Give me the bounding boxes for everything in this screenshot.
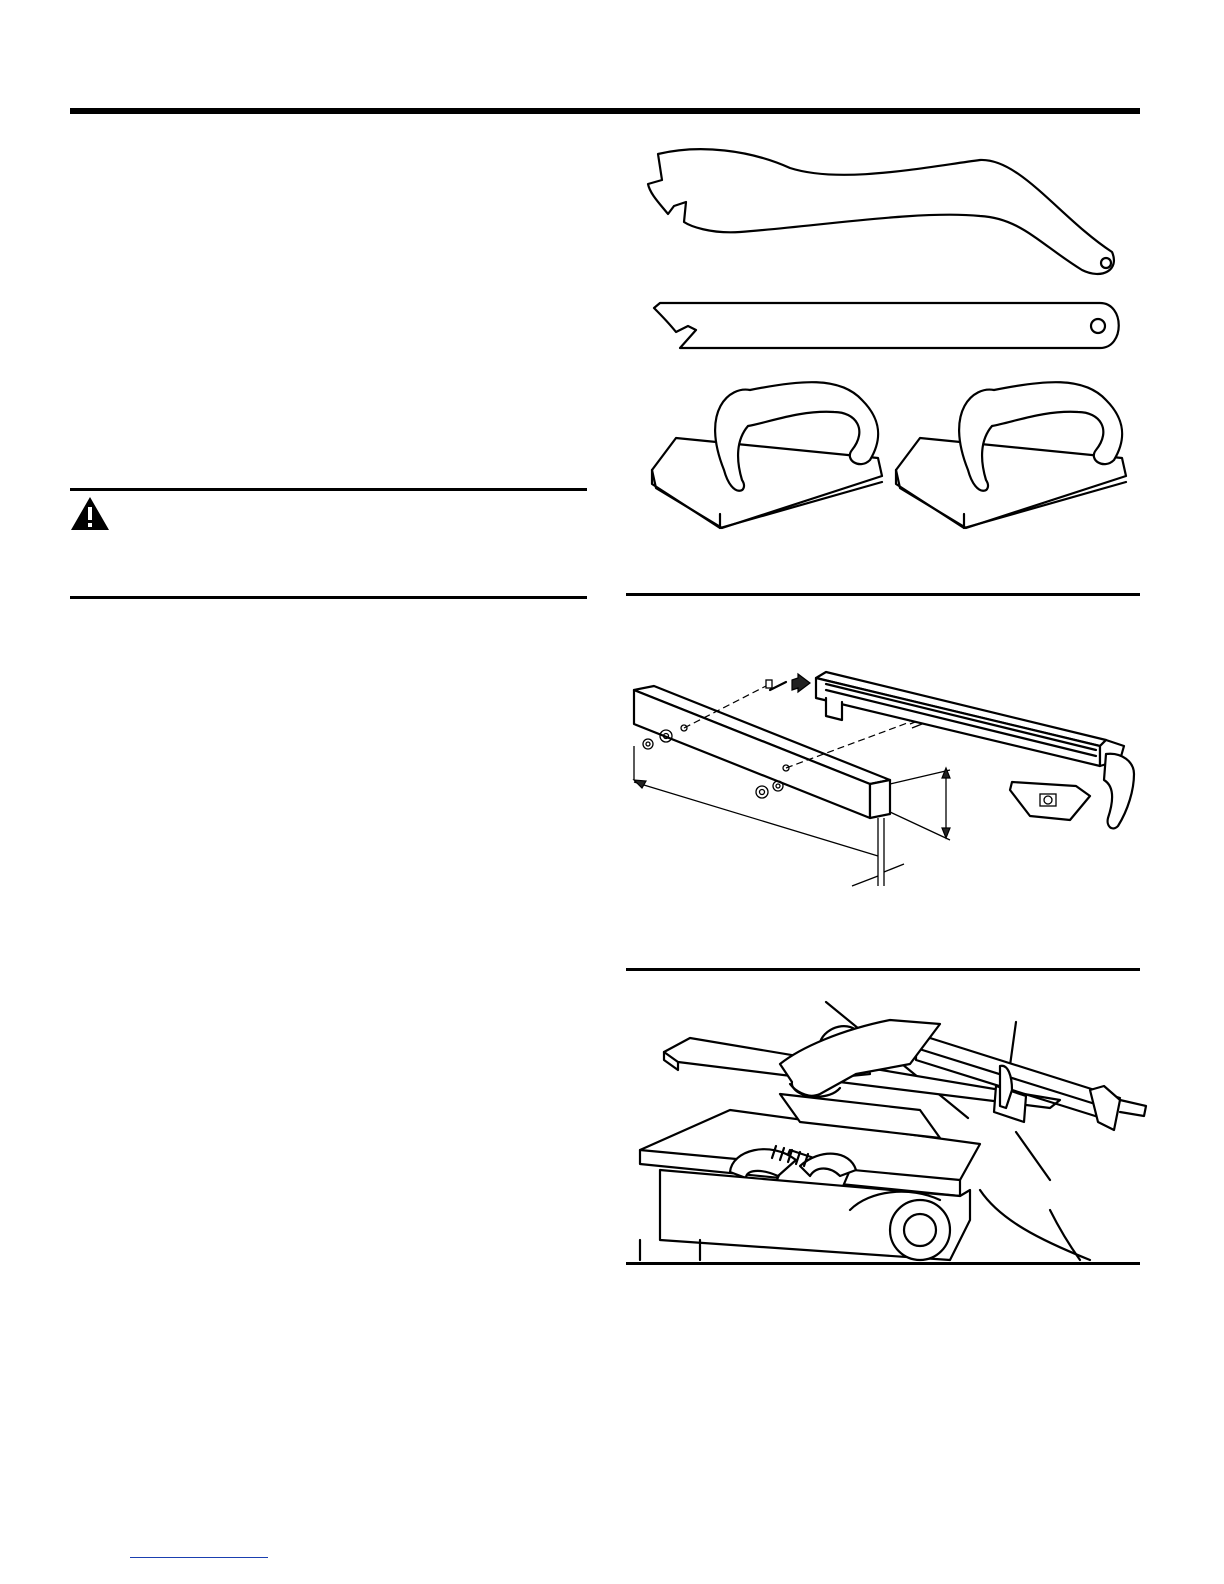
table-saw-figure <box>620 990 1150 1260</box>
warning-bottom-rule <box>70 596 587 599</box>
figure-3-top-rule <box>626 968 1140 971</box>
footer-link[interactable] <box>130 1540 268 1556</box>
footer-link-underline <box>130 1557 268 1558</box>
push-pad-left <box>652 382 882 528</box>
figure-2-top-rule <box>626 593 1140 596</box>
warning-triangle-icon <box>70 496 110 532</box>
figure-3-bottom-rule <box>626 1262 1140 1265</box>
push-pad-right <box>896 382 1126 528</box>
saw-body <box>660 1170 970 1260</box>
auxiliary-fence-figure <box>620 650 1150 890</box>
push-tools-figure <box>620 140 1140 540</box>
push-stick-large <box>648 149 1114 274</box>
warning-top-rule <box>70 488 587 491</box>
header-rule <box>70 108 1140 114</box>
push-stick-flat <box>654 303 1119 348</box>
